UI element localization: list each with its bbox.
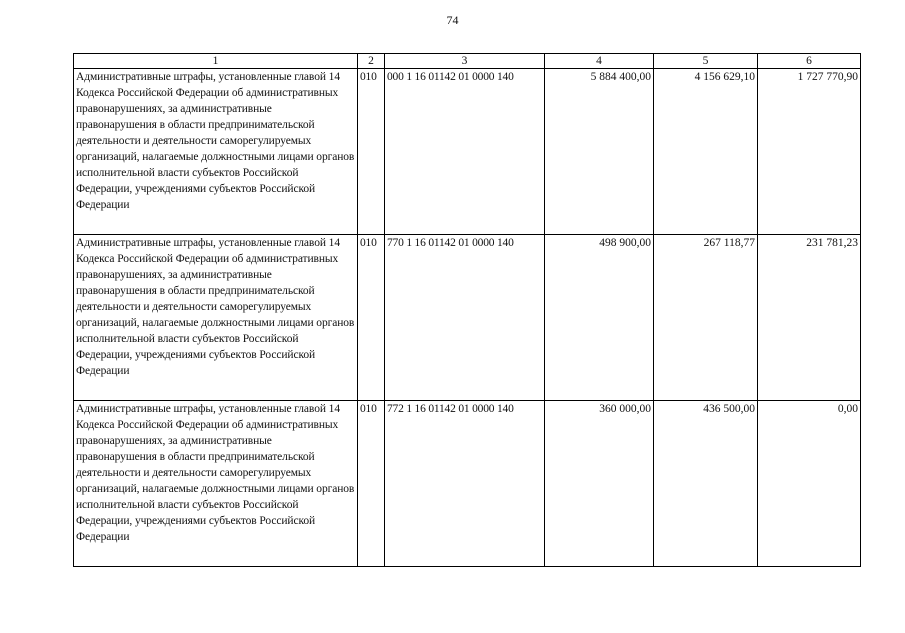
column-header-1: 1 bbox=[74, 54, 358, 69]
column-header-2: 2 bbox=[358, 54, 385, 69]
row-col6-amount: 0,00 bbox=[758, 401, 861, 567]
row-col4-amount: 360 000,00 bbox=[545, 401, 654, 567]
row-description: Административные штрафы, установленные главой 14 Кодекса Российской Федерации об административных правонарушениях, за административные правонарушения в области предпринимательской деятельности и деятельности саморегулируемых организаций, налагаемые должностными лицами органов исполнительной власти субъектов Российской Федерации, учреждениями субъектов Российской Федерации bbox=[74, 235, 358, 401]
row-budget-classification-code: 772 1 16 01142 01 0000 140 bbox=[385, 401, 545, 567]
table-row bbox=[74, 235, 861, 401]
column-header-4: 4 bbox=[545, 54, 654, 69]
row-col6-amount: 1 727 770,90 bbox=[758, 69, 861, 235]
row-description: Административные штрафы, установленные главой 14 Кодекса Российской Федерации об административных правонарушениях, за административные правонарушения в области предпринимательской деятельности и деятельности саморегулируемых организаций, налагаемые должностными лицами органов исполнительной власти субъектов Российской Федерации, учреждениями субъектов Российской Федерации bbox=[74, 401, 358, 567]
row-col4-amount: 498 900,00 bbox=[545, 235, 654, 401]
row-budget-classification-code: 000 1 16 01142 01 0000 140 bbox=[385, 69, 545, 235]
column-header-5: 5 bbox=[654, 54, 758, 69]
budget-table bbox=[73, 53, 861, 567]
table-header-row bbox=[74, 54, 861, 69]
row-line-code: 010 bbox=[358, 235, 385, 401]
page-number: 74 bbox=[446, 13, 459, 27]
table-row bbox=[74, 69, 861, 235]
row-line-code: 010 bbox=[358, 69, 385, 235]
row-col5-amount: 4 156 629,10 bbox=[654, 69, 758, 235]
column-header-6: 6 bbox=[758, 54, 861, 69]
row-budget-classification-code: 770 1 16 01142 01 0000 140 bbox=[385, 235, 545, 401]
column-header-3: 3 bbox=[385, 54, 545, 69]
table-row bbox=[74, 401, 861, 567]
row-col4-amount: 5 884 400,00 bbox=[545, 69, 654, 235]
row-line-code: 010 bbox=[358, 401, 385, 567]
row-col5-amount: 436 500,00 bbox=[654, 401, 758, 567]
row-col6-amount: 231 781,23 bbox=[758, 235, 861, 401]
row-description: Административные штрафы, установленные главой 14 Кодекса Российской Федерации об административных правонарушениях, за административные правонарушения в области предпринимательской деятельности и деятельности саморегулируемых организаций, налагаемые должностными лицами органов исполнительной власти субъектов Российской Федерации, учреждениями субъектов Российской Федерации bbox=[74, 69, 358, 235]
row-col5-amount: 267 118,77 bbox=[654, 235, 758, 401]
